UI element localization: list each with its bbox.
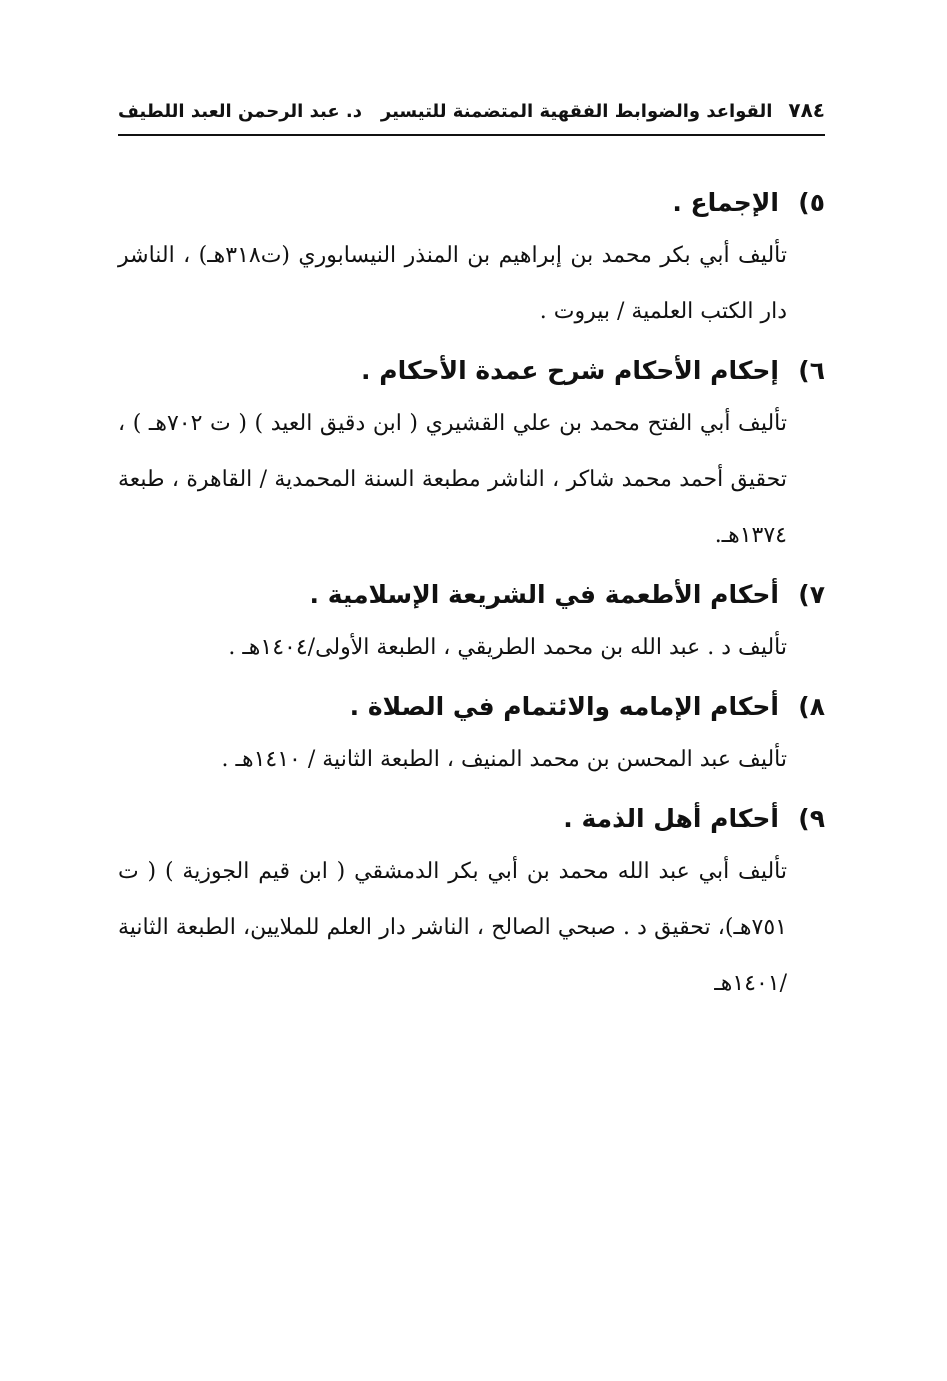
entry-title: أحكام أهل الذمة . [563,804,779,833]
entry-details: تأليف عبد المحسن بن محمد المنيف ، الطبعة الثانية / ١٤١٠هـ . [221,747,787,772]
author-name: د. عبد الرحمن العبد اللطيف [118,101,362,122]
entry-number: ٧) [798,580,825,609]
entry-title: إحكام الأحكام شرح عمدة الأحكام . [361,356,779,385]
entry-title-line [118,178,825,228]
entry-title-line [118,570,825,620]
list-item [118,570,825,676]
list-item [118,178,825,340]
header-right-group [381,98,825,122]
entry-number: ٦) [798,356,825,385]
entry-number: ٩) [798,804,825,833]
entry-number: ٥) [798,188,825,217]
bibliography-list [118,178,825,1018]
page-number: ٧٨٤ [788,98,825,122]
entry-number: ٨) [798,692,825,721]
entry-title-line [118,346,825,396]
list-item [118,794,825,1012]
entry-title: أحكام الإمامه والائتمام في الصلاة . [349,692,779,721]
entry-title: أحكام الأطعمة في الشريعة الإسلامية . [309,580,779,609]
entry-title: الإجماع . [672,188,779,217]
header-rule [118,134,825,136]
running-header [118,86,825,122]
entry-details: تأليف أبي بكر محمد بن إبراهيم بن المنذر النيسابوري (ت٣١٨هـ) ، الناشر دار الكتب العلمية / بيروت . [118,243,787,324]
entry-details: تأليف أبي عبد الله محمد بن أبي بكر الدمشقي ( ابن قيم الجوزية ) ( ت ٧٥١هـ)، تحقيق د . صبحي الصالح ، الناشر دار العلم للملايين، الطبعة الثانية /١٤٠١هـ [118,859,787,996]
list-item [118,682,825,788]
entry-title-line [118,682,825,732]
list-item [118,346,825,564]
entry-title-line [118,794,825,844]
book-title: القواعد والضوابط الفقهية المتضمنة للتيسير [380,101,773,122]
entry-details: تأليف د . عبد الله بن محمد الطريقي ، الطبعة الأولى/١٤٠٤هـ . [228,635,787,660]
entry-details: تأليف أبي الفتح محمد بن علي القشيري ( ابن دقيق العيد ) ( ت ٧٠٢هـ ) ، تحقيق أحمد محمد شاكر ، الناشر مطبعة السنة المحمدية / القاهرة ، طبعة ١٣٧٤هـ. [118,411,788,548]
